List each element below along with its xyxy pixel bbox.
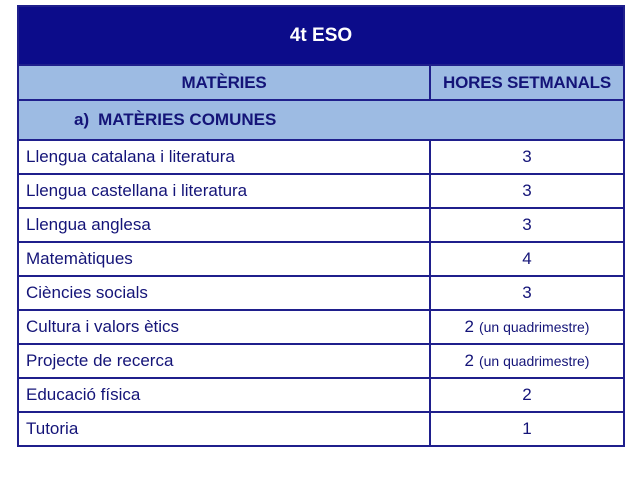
subject-name: Educació física (18, 378, 430, 412)
header-row (18, 65, 624, 100)
hours-cell (430, 140, 624, 174)
subject-name: Cultura i valors ètics (18, 310, 430, 344)
table-row (18, 140, 624, 174)
subject-name: Llengua anglesa (18, 208, 430, 242)
section-letter: a) (74, 110, 90, 129)
hours-column-header: HORES SETMANALS (430, 65, 624, 100)
hours-note: (un quadrimestre) (478, 319, 590, 335)
table-row (18, 310, 624, 344)
subject-name: Llengua castellana i literatura (18, 174, 430, 208)
hours-cell (430, 242, 624, 276)
table-row (18, 242, 624, 276)
table-row (18, 412, 624, 446)
schedule-document (17, 5, 623, 447)
table-row (18, 378, 624, 412)
subject-name: Matemàtiques (18, 242, 430, 276)
table-row (18, 276, 624, 310)
subjects-column-header: MATÈRIES (18, 65, 430, 100)
hours-cell (430, 344, 624, 378)
hours-value: 4 (522, 249, 532, 268)
hours-cell (430, 174, 624, 208)
hours-value: 2 (464, 317, 474, 336)
hours-value: 3 (522, 283, 532, 302)
subject-name: Tutoria (18, 412, 430, 446)
table-row (18, 174, 624, 208)
hours-value: 3 (522, 215, 532, 234)
table-row (18, 344, 624, 378)
hours-value: 2 (522, 385, 532, 404)
hours-cell (430, 276, 624, 310)
subject-name: Llengua catalana i literatura (18, 140, 430, 174)
hours-note: (un quadrimestre) (478, 353, 590, 369)
section-label: MATÈRIES COMUNES (98, 110, 277, 129)
hours-value: 3 (522, 181, 532, 200)
hours-cell (430, 310, 624, 344)
table-title: 4t ESO (18, 6, 624, 65)
section-heading (18, 100, 624, 140)
subject-name: Projecte de recerca (18, 344, 430, 378)
hours-cell (430, 208, 624, 242)
weekly-hours-table (17, 5, 625, 447)
hours-value: 1 (522, 419, 532, 438)
hours-cell (430, 412, 624, 446)
hours-value: 3 (522, 147, 532, 166)
section-row (18, 100, 624, 140)
subject-name: Ciències socials (18, 276, 430, 310)
title-row (18, 6, 624, 65)
hours-value: 2 (464, 351, 474, 370)
hours-cell (430, 378, 624, 412)
table-row (18, 208, 624, 242)
